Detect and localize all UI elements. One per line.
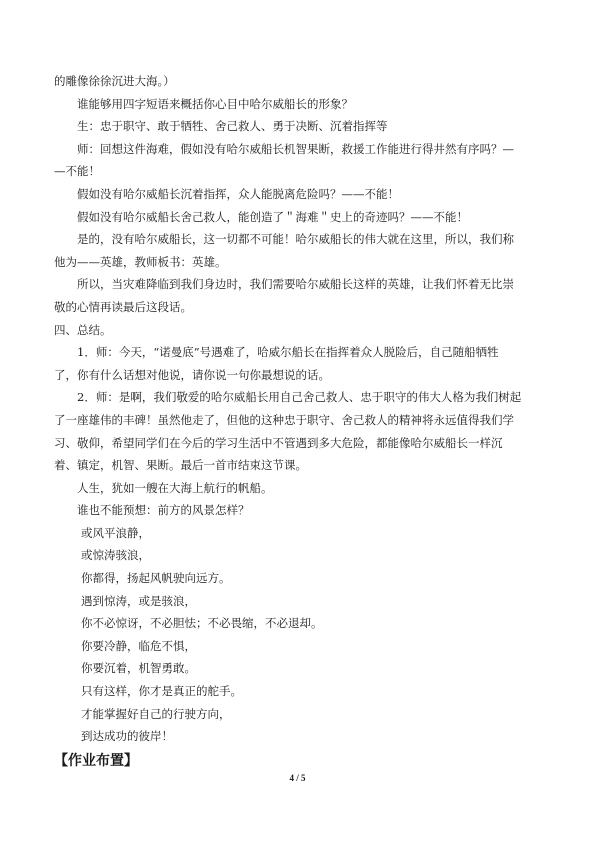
text-line: 敬的心情再读最后这段话。 — [54, 299, 192, 314]
text-line: 你要冷静，临危不惧， — [81, 638, 196, 653]
text-line: 四、总结。 — [54, 322, 112, 337]
text-line: 或惊涛骇浪， — [81, 548, 150, 563]
text-line: 是的，没有哈尔威船长，这一切都不可能！哈尔威船长的伟大就在这里，所以，我们称 — [77, 232, 514, 247]
text-line: 着、镇定，机智、果断。最后一首市结束这节课。 — [54, 458, 307, 473]
text-line: 1．师：今天，“诺曼底”号遇难了，哈威尔船长在指挥着众人脱险后，自己随船牺牲 — [77, 345, 499, 360]
text-line: 或风平浪静， — [81, 525, 150, 540]
text-line: 了一座雄伟的丰碑！虽然他走了，但他的这种忠于职守、舍己救人的精神将永远值得我们学 — [54, 412, 514, 427]
text-line: 你都得，扬起风帆驶向远方。 — [81, 571, 231, 586]
text-line: 才能掌握好自己的行驶方向， — [81, 706, 231, 721]
text-line: —不能！ — [54, 164, 100, 179]
page-number: 4 / 5 — [289, 773, 306, 783]
text-line: 师：回想这件海难，假如没有哈尔威船长机智果断，救援工作能进行得井然有序吗？— — [77, 141, 514, 156]
text-line: 的雕像徐徐沉进大海。） — [54, 74, 175, 88]
text-line: 所以，当灾难降临到我们身边时，我们需要哈尔威船长这样的英雄，让我们怀着无比崇 — [77, 277, 514, 292]
text-line: 到达成功的彼岸！ — [81, 729, 173, 744]
text-line: 假如没有哈尔威船长沉着指挥，众人能脱离危险吗？——不能！ — [77, 186, 399, 201]
text-line: 了，你有什么话想对他说，请你说一句你最想说的话。 — [54, 367, 330, 382]
text-line: 人生，犹如一艘在大海上航行的帆船。 — [77, 480, 273, 495]
text-line: 生：忠于职守、敢于牺牲、舍己救人、勇于决断、沉着指挥等 — [77, 119, 388, 134]
document-body — [54, 70, 544, 772]
text-line: 遇到惊涛，或是骇浪， — [81, 593, 196, 608]
text-line: 你不必惊讶，不必胆怯；不必畏缩，不必退却。 — [81, 616, 323, 631]
section-heading: 【作业布置】 — [54, 752, 138, 769]
text-line: 只有这样，你才是真正的舵手。 — [81, 684, 242, 699]
text-line: 你要沉着，机智勇敢。 — [81, 661, 196, 676]
text-line: 谁也不能预想：前方的风景怎样？ — [77, 503, 250, 518]
text-line: 假如没有哈尔威船长舍己救人，能创造了＂海难＂史上的奇迹吗？——不能！ — [77, 209, 468, 224]
text-lines — [54, 70, 544, 748]
text-line: 他为——英雄，教师板书：英雄。 — [54, 254, 227, 269]
text-line: 习、敬仰，希望同学们在今后的学习生活中不管遇到多大危险，都能像哈尔威船长一样沉 — [54, 435, 503, 450]
text-line: 2．师：是啊，我们敬爱的哈尔威船长用自己舍己救人、忠于职守的伟大人格为我们树起 — [77, 390, 522, 405]
text-line: 谁能够用四字短语来概括你心目中哈尔威船长的形象？ — [77, 96, 353, 111]
